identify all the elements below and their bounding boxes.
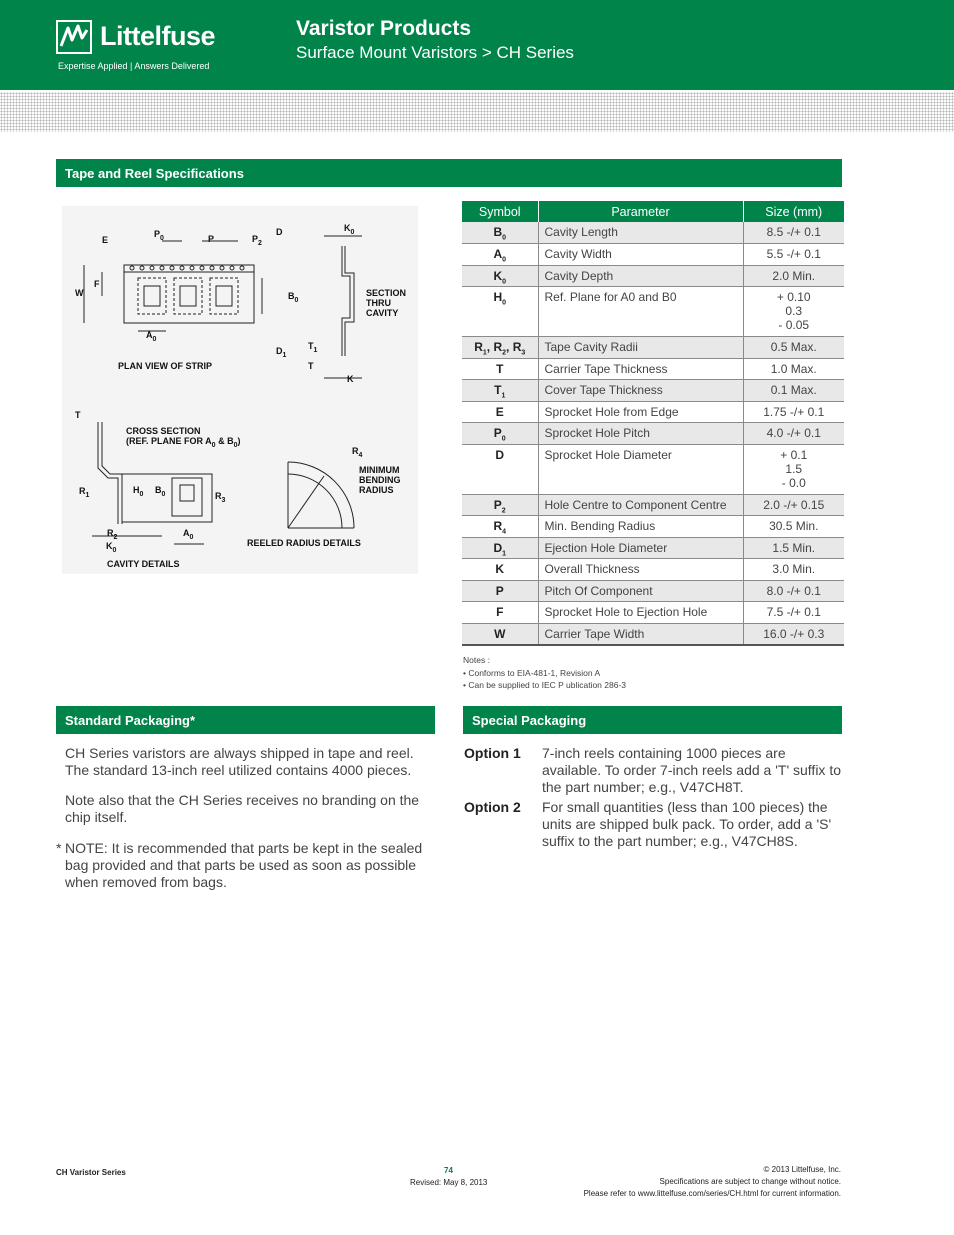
label-ref-plane: (REF. PLANE FOR $A_0$ & $B_0$) <box>126 436 241 449</box>
label-k0-cross: $K_0$ <box>106 541 117 554</box>
label-w: W <box>75 288 84 298</box>
cell-size: 8.0 -/+ 0.1 <box>743 580 844 602</box>
reeled-radius <box>288 462 354 528</box>
cell-parameter: Sprocket Hole Diameter <box>538 444 743 494</box>
table-row <box>462 244 844 266</box>
cell-parameter: Hole Centre to Component Centre <box>538 494 743 516</box>
footer-revised: Revised: May 8, 2013 <box>410 1178 488 1187</box>
table-row <box>462 380 844 402</box>
standard-p3: NOTE: It is recommended that parts be kept in the sealed bag provided and that parts be used as soon as possible when removed from bags. <box>65 840 423 890</box>
note-item: • Can be supplied to IEC P ublication 286-3 <box>463 680 627 690</box>
cell-symbol: P <box>462 580 538 602</box>
notes-title: Notes : <box>463 655 490 665</box>
label-p2: $P_2$ <box>252 234 262 247</box>
label-e: E <box>102 235 109 245</box>
cell-size: 4.0 -/+ 0.1 <box>743 423 844 445</box>
cell-parameter: Sprocket Hole from Edge <box>538 401 743 423</box>
cell-symbol: E <box>462 401 538 423</box>
cell-symbol: K <box>462 559 538 581</box>
table-row <box>462 337 844 359</box>
cell-parameter: Ref. Plane for A0 and B0 <box>538 287 743 337</box>
table-row <box>462 287 844 337</box>
option2-label: Option 2 <box>464 799 521 815</box>
cell-symbol: F <box>462 602 538 624</box>
table-row <box>462 265 844 287</box>
option2-text: For small quantities (less than 100 pieces) the units are shipped bulk pack. To order, add a 'S' suffix to the part number; e.g., V47CH8S. <box>542 799 832 849</box>
page-header <box>0 0 954 90</box>
label-section-1: SECTION <box>366 288 407 298</box>
littelfuse-logo-icon <box>56 20 92 54</box>
option1-label: Option 1 <box>464 745 521 761</box>
cell-symbol: $P_2$ <box>462 494 538 516</box>
label-k0: $K_0$ <box>344 223 355 236</box>
cell-size: 2.0 -/+ 0.15 <box>743 494 844 516</box>
cell-parameter: Carrier Tape Thickness <box>538 358 743 380</box>
cell-symbol: $R_4$ <box>462 516 538 538</box>
cell-symbol: D <box>462 444 538 494</box>
label-t1: $T_1$ <box>308 341 318 354</box>
cell-size: 1.0 Max. <box>743 358 844 380</box>
label-p: P <box>208 234 215 244</box>
label-b0-cross: $B_0$ <box>155 485 166 498</box>
spec-table-header <box>462 201 844 222</box>
cell-parameter: Sprocket Hole to Ejection Hole <box>538 602 743 624</box>
table-row <box>462 537 844 559</box>
label-r2: $R_2$ <box>107 528 118 541</box>
table-row <box>462 494 844 516</box>
brand-name: Littelfuse <box>100 21 216 51</box>
tape-reel-diagram <box>62 206 418 574</box>
label-k: K <box>347 374 354 384</box>
col-symbol: Symbol <box>462 201 538 222</box>
label-h0: $H_0$ <box>133 485 144 498</box>
cell-symbol: $K_0$ <box>462 265 538 287</box>
label-p0: $P_0$ <box>154 229 164 242</box>
cell-size: 30.5 Min. <box>743 516 844 538</box>
table-row <box>462 602 844 624</box>
standard-p1: CH Series varistors are always shipped in tape and reel. The standard 13-inch reel utilized contains 4000 pieces. <box>65 745 414 778</box>
standard-note-mark: * <box>56 840 62 856</box>
label-r4: $R_4$ <box>352 446 363 459</box>
cell-symbol: $A_0$ <box>462 244 538 266</box>
table-row <box>462 222 844 244</box>
label-min-bend-2: BENDING <box>359 475 401 485</box>
page-subtitle: Surface Mount Varistors > CH Series <box>296 43 574 62</box>
cell-size: 0.1 Max. <box>743 380 844 402</box>
label-min-bend-3: RADIUS <box>359 485 394 495</box>
label-plan-view: PLAN VIEW OF STRIP <box>118 361 213 371</box>
section-header-standard: Standard Packaging* <box>56 706 435 734</box>
cell-size: 8.5 -/+ 0.1 <box>743 222 844 244</box>
cell-size: 16.0 -/+ 0.3 <box>743 623 844 645</box>
cell-size: 1.5 Min. <box>743 537 844 559</box>
table-row <box>462 559 844 581</box>
cell-symbol: $R_1$, $R_2$, $R_3$ <box>462 337 538 359</box>
cell-size: + 0.1 1.5 - 0.0 <box>743 444 844 494</box>
footer-page-number: 74 <box>444 1166 453 1175</box>
label-t: T <box>308 361 314 371</box>
section-header-special: Special Packaging <box>463 706 842 734</box>
plan-view-strip <box>84 241 262 331</box>
cell-symbol: T <box>462 358 538 380</box>
cell-size: 1.75 -/+ 0.1 <box>743 401 844 423</box>
cell-parameter: Ejection Hole Diameter <box>538 537 743 559</box>
label-a0-cross: $A_0$ <box>183 528 194 541</box>
note-item: • Conforms to EIA-481-1, Revision A <box>463 667 601 678</box>
cell-parameter: Sprocket Hole Pitch <box>538 423 743 445</box>
footer-refer: Please refer to www.littelfuse.com/series/CH.html for current information. <box>583 1189 841 1198</box>
cell-symbol: W <box>462 623 538 645</box>
footer-series: CH Varistor Series <box>56 1168 126 1177</box>
table-row <box>462 580 844 602</box>
standard-p2: Note also that the CH Series receives no branding on the chip itself. <box>65 792 420 825</box>
cell-symbol: $P_0$ <box>462 423 538 445</box>
cell-size: 7.5 -/+ 0.1 <box>743 602 844 624</box>
table-row <box>462 358 844 380</box>
table-row <box>462 516 844 538</box>
cell-parameter: Carrier Tape Width <box>538 623 743 645</box>
table-notes <box>463 654 626 692</box>
cell-parameter: Min. Bending Radius <box>538 516 743 538</box>
label-reeled-radius: REELED RADIUS DETAILS <box>247 538 361 548</box>
label-cavity-details: CAVITY DETAILS <box>107 559 180 569</box>
label-section-3: CAVITY <box>366 308 399 318</box>
cell-parameter: Cavity Width <box>538 244 743 266</box>
option1-text: 7-inch reels containing 1000 pieces are available. To order 7-inch reels add a 'T' suffix to the part number; e.g., V47CH8T. <box>542 745 841 795</box>
label-cross-section: CROSS SECTION <box>126 426 201 436</box>
page-title: Varistor Products <box>296 17 472 40</box>
cell-parameter: Pitch Of Component <box>538 580 743 602</box>
sprocket-holes <box>130 266 244 270</box>
cell-parameter: Cover Tape Thickness <box>538 380 743 402</box>
footer-copyright: © 2013 Littelfuse, Inc. <box>763 1165 841 1174</box>
cell-size: 2.0 Min. <box>743 265 844 287</box>
label-section-2: THRU <box>366 298 391 308</box>
cell-symbol: $H_0$ <box>462 287 538 337</box>
cell-size: 3.0 Min. <box>743 559 844 581</box>
label-d1: $D_1$ <box>276 346 287 359</box>
table-row <box>462 401 844 423</box>
table-row <box>462 623 844 645</box>
dot-pattern-band <box>0 92 954 132</box>
cell-parameter: Cavity Depth <box>538 265 743 287</box>
cell-size: 0.5 Max. <box>743 337 844 359</box>
cell-size: + 0.10 0.3 - 0.05 <box>743 287 844 337</box>
label-a0: $A_0$ <box>146 330 157 343</box>
cell-symbol: $T_1$ <box>462 380 538 402</box>
spec-table-body <box>462 222 844 645</box>
label-d: D <box>276 227 283 237</box>
table-row <box>462 423 844 445</box>
cell-parameter: Tape Cavity Radii <box>538 337 743 359</box>
col-parameter: Parameter <box>538 201 743 222</box>
table-row <box>462 444 844 494</box>
section-thru-cavity <box>324 236 362 378</box>
footer-disclaimer: Specifications are subject to change without notice. <box>659 1177 841 1186</box>
label-r3: $R_3$ <box>215 491 226 504</box>
label-t-cross: T <box>75 410 81 420</box>
cell-parameter: Cavity Length <box>538 222 743 244</box>
col-size: Size (mm) <box>743 201 844 222</box>
section-header-tape-reel: Tape and Reel Specifications <box>56 159 842 187</box>
label-min-bend-1: MINIMUM <box>359 465 400 475</box>
label-f: F <box>94 279 100 289</box>
brand-tagline: Expertise Applied | Answers Delivered <box>58 61 210 71</box>
cell-size: 5.5 -/+ 0.1 <box>743 244 844 266</box>
cell-parameter: Overall Thickness <box>538 559 743 581</box>
spec-table <box>462 201 844 646</box>
label-b0: $B_0$ <box>288 291 299 304</box>
cell-symbol: $D_1$ <box>462 537 538 559</box>
label-r1: $R_1$ <box>79 486 90 499</box>
cell-symbol: $B_0$ <box>462 222 538 244</box>
